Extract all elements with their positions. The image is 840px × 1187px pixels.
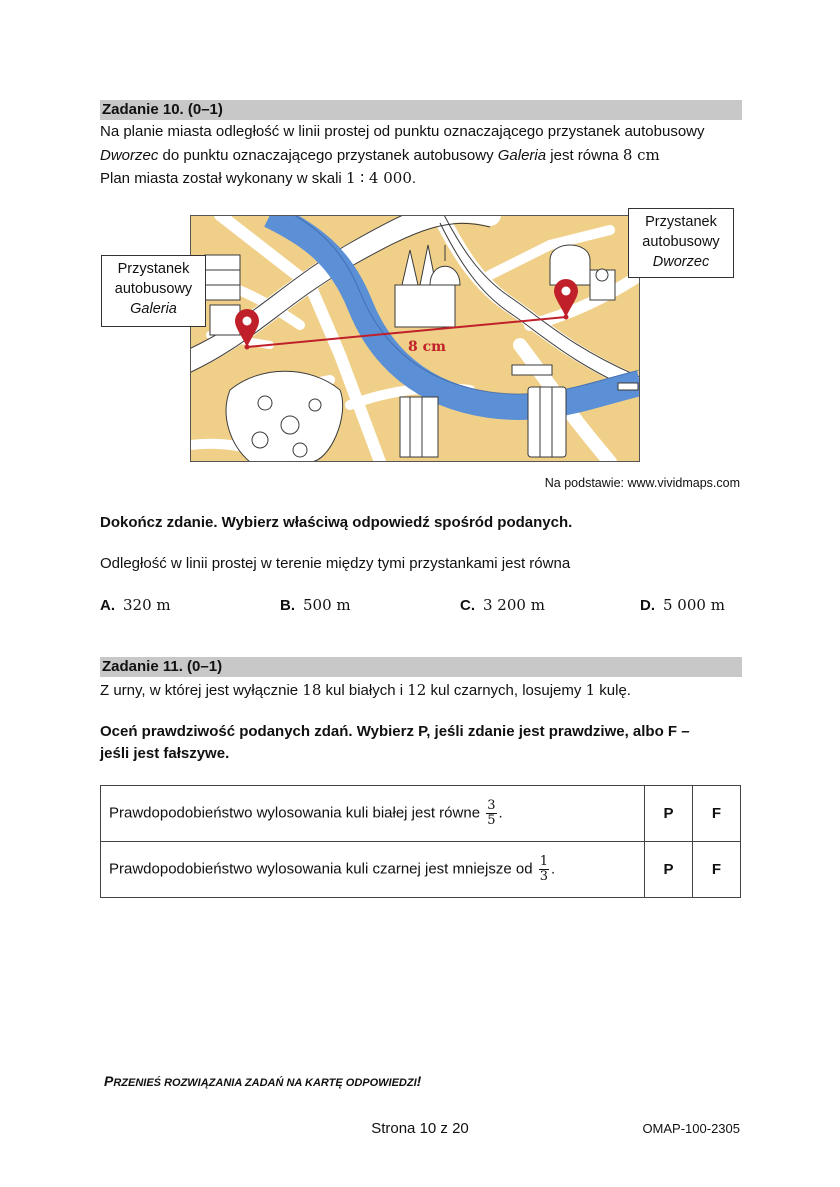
callout-galeria bbox=[101, 255, 206, 327]
table-row bbox=[101, 786, 741, 842]
statement-1 bbox=[101, 786, 645, 842]
statement-1-f-option[interactable]: F bbox=[693, 786, 741, 842]
answer-b-value: 500 m bbox=[303, 596, 351, 614]
task-10-question: Odległość w linii prostej w terenie między tymi przystankami jest równa bbox=[100, 555, 571, 572]
statement-2-p-option[interactable]: P bbox=[645, 842, 693, 898]
boat-small-icon bbox=[618, 383, 638, 390]
task-10-header: Zadanie 10. (0–1) bbox=[100, 100, 742, 120]
task-11-text-c: kul czarnych, losujemy bbox=[426, 682, 586, 699]
callout-dworzec-line-3: Dworzec bbox=[652, 254, 710, 270]
task-10-line-2-text: do punktu oznaczającego przystanek autobusowy bbox=[158, 147, 498, 164]
callout-galeria-line-3: Galeria bbox=[130, 301, 177, 317]
galeria-label: Galeria bbox=[497, 147, 547, 164]
scale-end: . bbox=[411, 170, 417, 187]
answer-c-letter: C. bbox=[460, 597, 475, 614]
fraction-1-3 bbox=[539, 855, 549, 884]
distance-value: 8 cm bbox=[622, 146, 660, 164]
transfer-note-text: RZENIEŚ ROZWIĄZANIA ZADAŃ NA KARTĘ ODPOWIEDZI bbox=[113, 1077, 417, 1089]
black-count: 12 bbox=[407, 681, 427, 699]
fraction-den: 5 bbox=[487, 813, 496, 828]
transfer-note-end: ! bbox=[416, 1073, 422, 1089]
scale-text: Plan miasta został wykonany w skali bbox=[100, 170, 346, 187]
callout-dworzec-line-1: Przystanek bbox=[645, 214, 717, 230]
answer-c-value: 3 200 m bbox=[483, 596, 545, 614]
callout-dworzec-line-2: autobusowy bbox=[642, 234, 720, 250]
answer-d[interactable] bbox=[640, 596, 725, 614]
task-10-answers bbox=[100, 596, 740, 618]
white-count: 18 bbox=[302, 681, 322, 699]
statement-2 bbox=[101, 842, 645, 898]
table-row bbox=[101, 842, 741, 898]
answer-a[interactable] bbox=[100, 596, 171, 614]
fraction-3-5 bbox=[486, 799, 496, 828]
transfer-note bbox=[104, 1073, 421, 1089]
answer-b[interactable] bbox=[280, 596, 351, 614]
answer-b-letter: B. bbox=[280, 597, 295, 614]
task-10-line-2 bbox=[100, 145, 660, 166]
distance-map-label: 8 cm bbox=[408, 339, 446, 355]
callout-galeria-line-2: autobusowy bbox=[114, 281, 193, 297]
statement-1-text: Prawdopodobieństwo wylosowania kuli białej jest równe bbox=[109, 804, 485, 822]
page-number: Strona 10 z 20 bbox=[371, 1120, 469, 1137]
answer-a-value: 320 m bbox=[123, 596, 171, 614]
task-10-line-1: Na planie miasta odległość w linii prostej od punktu oznaczającego przystanek autobusowy bbox=[100, 123, 705, 140]
answer-a-letter: A. bbox=[100, 597, 115, 614]
statement-2-text: Prawdopodobieństwo wylosowania kuli czarnej jest mniejsze od bbox=[109, 860, 537, 878]
true-false-table bbox=[100, 785, 741, 898]
buildings-left-icon bbox=[205, 255, 240, 335]
fraction-num: 1 bbox=[539, 854, 549, 869]
draw-count: 1 bbox=[585, 681, 596, 699]
map-source: Na podstawie: www.vividmaps.com bbox=[544, 476, 740, 490]
scale-value: 1 ∶ 4 000 bbox=[345, 169, 412, 187]
fraction-num: 3 bbox=[487, 798, 496, 813]
answer-d-letter: D. bbox=[640, 597, 655, 614]
city-map bbox=[190, 215, 640, 462]
statement-1-end: . bbox=[498, 804, 503, 822]
task-10-line-3 bbox=[100, 168, 416, 189]
task-11-header: Zadanie 11. (0–1) bbox=[100, 657, 742, 677]
exam-code: OMAP-100-2305 bbox=[642, 1121, 740, 1136]
boat-icon bbox=[512, 365, 552, 375]
map-park bbox=[226, 371, 343, 462]
task-11-text-a: Z urny, w której jest wyłącznie bbox=[100, 682, 303, 699]
task-11-line-1 bbox=[100, 680, 631, 701]
task-10-instruction: Dokończ zdanie. Wybierz właściwą odpowiedź spośród podanych. bbox=[100, 514, 573, 531]
task-11-text-b: kul białych i bbox=[321, 682, 408, 699]
statement-1-p-option[interactable]: P bbox=[645, 786, 693, 842]
answer-d-value: 5 000 m bbox=[663, 596, 725, 614]
fraction-den: 3 bbox=[539, 869, 549, 884]
task-11-text-d: kulę. bbox=[595, 682, 631, 699]
callout-dworzec bbox=[628, 208, 734, 278]
statement-2-end: . bbox=[551, 860, 556, 878]
task-10-line-2-text-b: jest równa bbox=[546, 147, 623, 164]
task-11-instruction-1: Oceń prawdziwość podanych zdań. Wybierz P, jeśli zdanie jest prawdziwe, albo F – bbox=[100, 723, 690, 740]
statement-2-f-option[interactable]: F bbox=[693, 842, 741, 898]
callout-galeria-line-1: Przystanek bbox=[117, 261, 190, 277]
transfer-note-initial: P bbox=[104, 1073, 114, 1089]
dworzec-label: Dworzec bbox=[100, 147, 159, 164]
task-11-instruction-2: jeśli jest fałszywe. bbox=[100, 745, 230, 762]
answer-c[interactable] bbox=[460, 596, 545, 614]
